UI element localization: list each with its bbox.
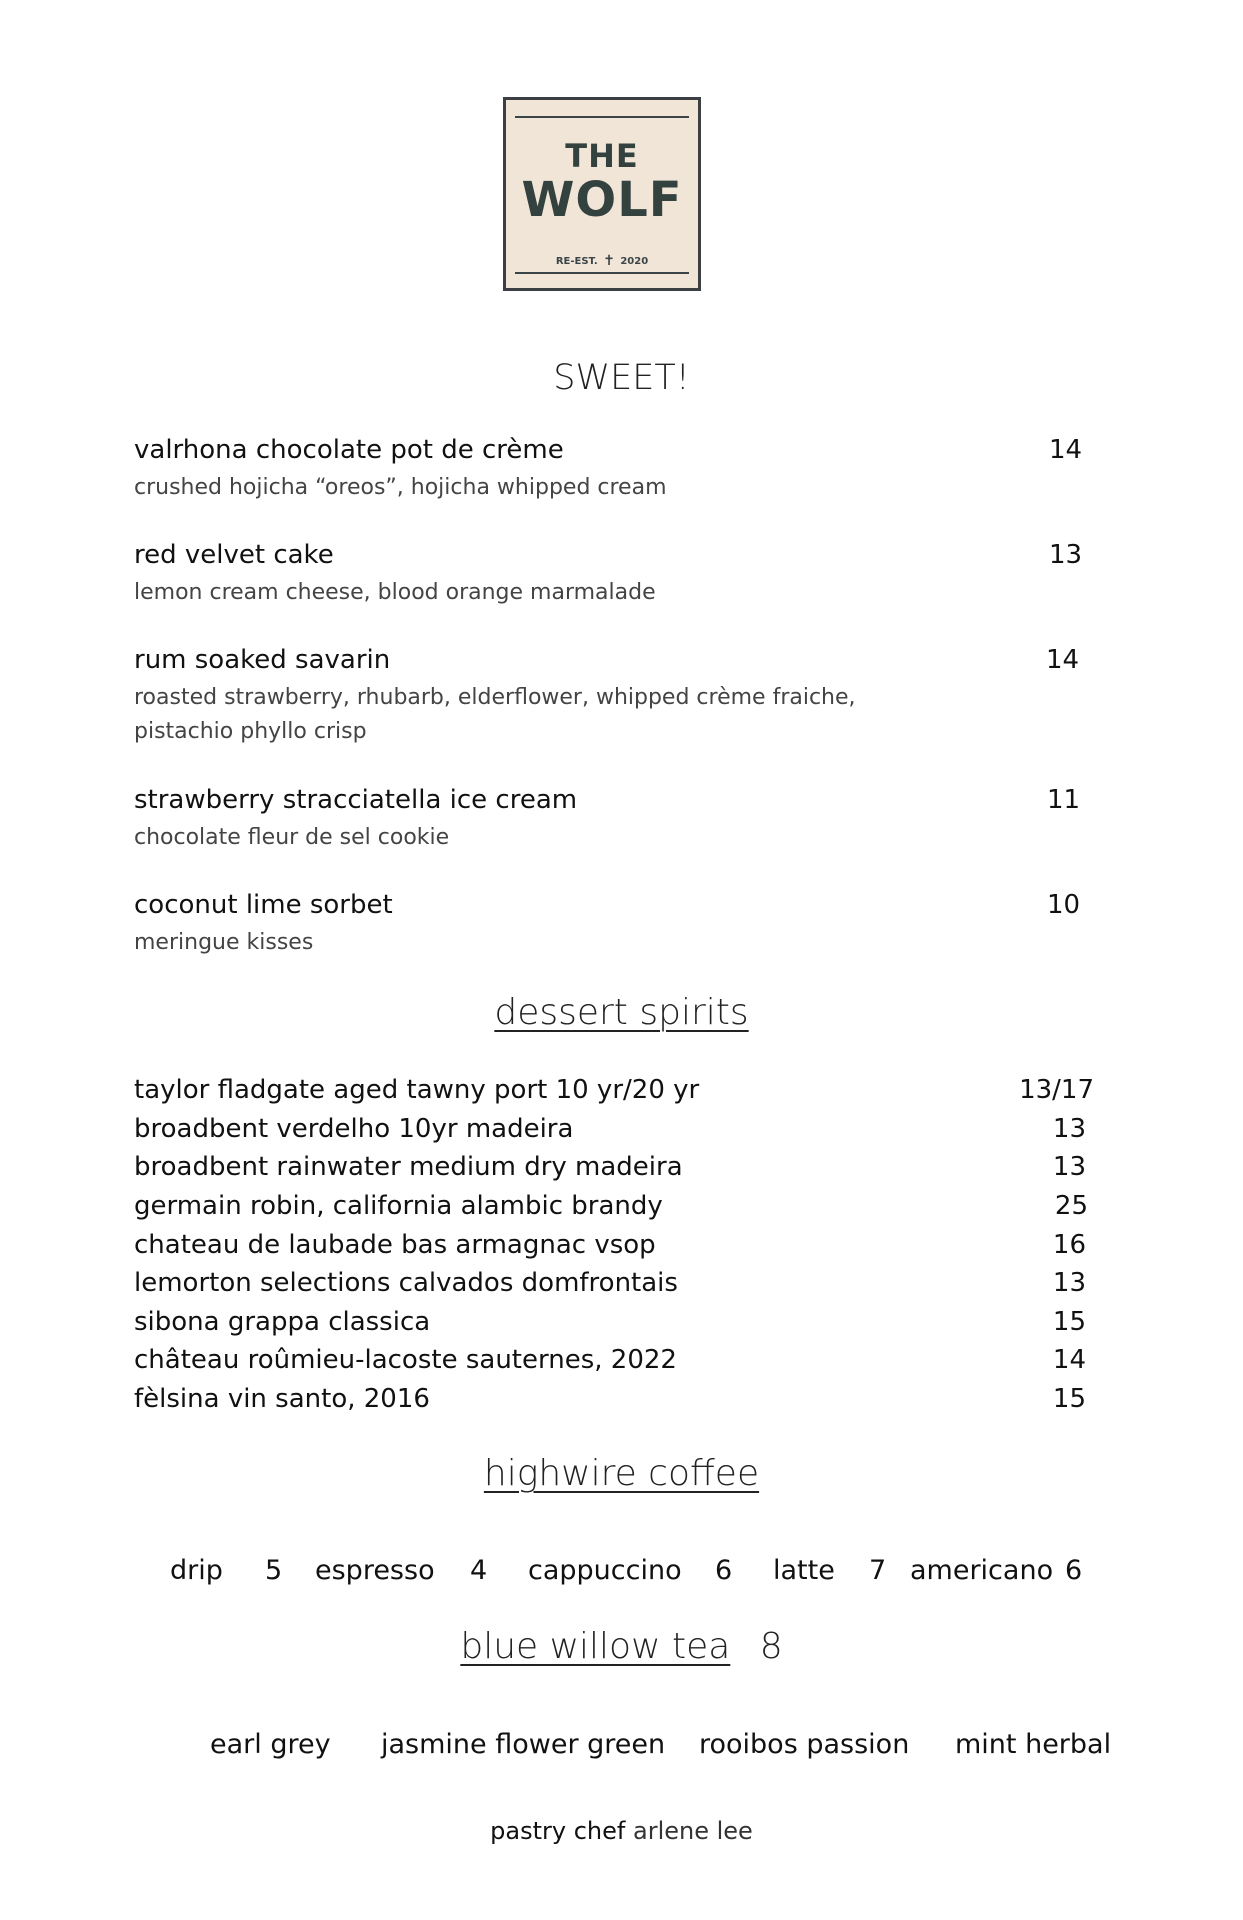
coffee-price: 6 [715, 1555, 733, 1586]
spirit-row [134, 1345, 1094, 1383]
dessert-item-price: 13 [1049, 540, 1083, 570]
dessert-item-name: valrhona chocolate pot de crème [134, 435, 564, 465]
coffee-title-text: highwire coffee [483, 1453, 760, 1494]
logo-line-the: THE [565, 137, 639, 175]
spirit-name: taylor fladgate aged tawny port 10 yr/20 yr [134, 1075, 700, 1105]
section-title-spirits [0, 992, 1243, 1033]
coffee-name: cappuccino [528, 1555, 682, 1586]
footer-chef-name: arlene lee [633, 1817, 753, 1845]
spirit-row [134, 1114, 1094, 1152]
dessert-item-desc: pistachio phyllo crisp [134, 719, 367, 744]
section-title-tea [0, 1626, 1243, 1667]
coffee-price: 7 [869, 1555, 887, 1586]
tea-price: 8 [759, 1626, 783, 1667]
spirit-name: fèlsina vin santo, 2016 [134, 1384, 430, 1414]
pastry-chef-credit [0, 1817, 1243, 1845]
dessert-item-price: 11 [1047, 785, 1081, 815]
spirit-row [134, 1152, 1094, 1190]
spirit-price: 13 [1052, 1114, 1086, 1144]
spirit-price: 15 [1052, 1307, 1086, 1337]
spirit-price: 16 [1052, 1230, 1086, 1260]
spirit-price: 13 [1052, 1152, 1086, 1182]
tea-title-text: blue willow tea [460, 1626, 731, 1667]
spirit-price: 15 [1052, 1384, 1086, 1414]
spirit-row [134, 1191, 1094, 1229]
tea-item: earl grey [210, 1729, 331, 1760]
logo-established [506, 253, 698, 269]
tea-item: jasmine flower green [381, 1729, 666, 1760]
section-title-coffee [0, 1453, 1243, 1494]
spirit-price: 13/17 [1019, 1075, 1094, 1105]
logo-est-label: RE-EST. [555, 256, 598, 267]
spirit-name: chateau de laubade bas armagnac vsop [134, 1230, 656, 1260]
dessert-item-price: 10 [1047, 890, 1081, 920]
dessert-item-price: 14 [1049, 435, 1083, 465]
dessert-item-name: strawberry stracciatella ice cream [134, 785, 578, 815]
spirit-price: 25 [1054, 1191, 1088, 1221]
coffee-name: americano [910, 1555, 1054, 1586]
coffee-name: drip [170, 1555, 223, 1586]
coffee-price: 6 [1065, 1555, 1083, 1586]
spirit-row [134, 1075, 1094, 1113]
dessert-item-name: coconut lime sorbet [134, 890, 393, 920]
coffee-price: 5 [265, 1555, 283, 1586]
dessert-item-price: 14 [1046, 645, 1080, 675]
spirit-price: 14 [1052, 1345, 1086, 1375]
dessert-item-name: rum soaked savarin [134, 645, 391, 675]
dessert-item-desc: chocolate fleur de sel cookie [134, 825, 450, 850]
logo-line-wolf: WOLF [521, 172, 683, 228]
coffee-name: espresso [315, 1555, 435, 1586]
spirits-title-text: dessert spirits [494, 992, 749, 1033]
logo-top-rule [515, 116, 689, 118]
section-title-sweet: SWEET! [553, 358, 690, 398]
dessert-item-desc: roasted strawberry, rhubarb, elderflower, whipped crème fraiche, [134, 685, 856, 710]
dessert-item-desc: crushed hojicha “oreos”, hojicha whipped cream [134, 475, 667, 500]
dessert-item-name: red velvet cake [134, 540, 334, 570]
coffee-price: 4 [470, 1555, 488, 1586]
spirit-row [134, 1230, 1094, 1268]
tea-item: mint herbal [955, 1729, 1112, 1760]
spirit-row [134, 1384, 1094, 1422]
spirit-row [134, 1268, 1094, 1306]
dessert-item-desc: lemon cream cheese, blood orange marmalade [134, 580, 656, 605]
coffee-name: latte [773, 1555, 835, 1586]
spirit-name: broadbent verdelho 10yr madeira [134, 1114, 574, 1144]
tea-item: rooibos passion [699, 1729, 910, 1760]
spirit-row [134, 1307, 1094, 1345]
spirit-name: sibona grappa classica [134, 1307, 431, 1337]
spirit-name: germain robin, california alambic brandy [134, 1191, 663, 1221]
logo-bottom-rule [515, 272, 689, 274]
spirit-price: 13 [1052, 1268, 1086, 1298]
restaurant-logo [503, 97, 701, 291]
logo-est-year: 2020 [620, 256, 649, 267]
spirit-name: broadbent rainwater medium dry madeira [134, 1152, 683, 1182]
spirit-name: château roûmieu-lacoste sauternes, 2022 [134, 1345, 677, 1375]
dessert-item-desc: meringue kisses [134, 930, 314, 955]
cross-icon: ✝ [603, 253, 615, 269]
footer-role: pastry chef [490, 1817, 626, 1845]
spirit-name: lemorton selections calvados domfrontais [134, 1268, 678, 1298]
